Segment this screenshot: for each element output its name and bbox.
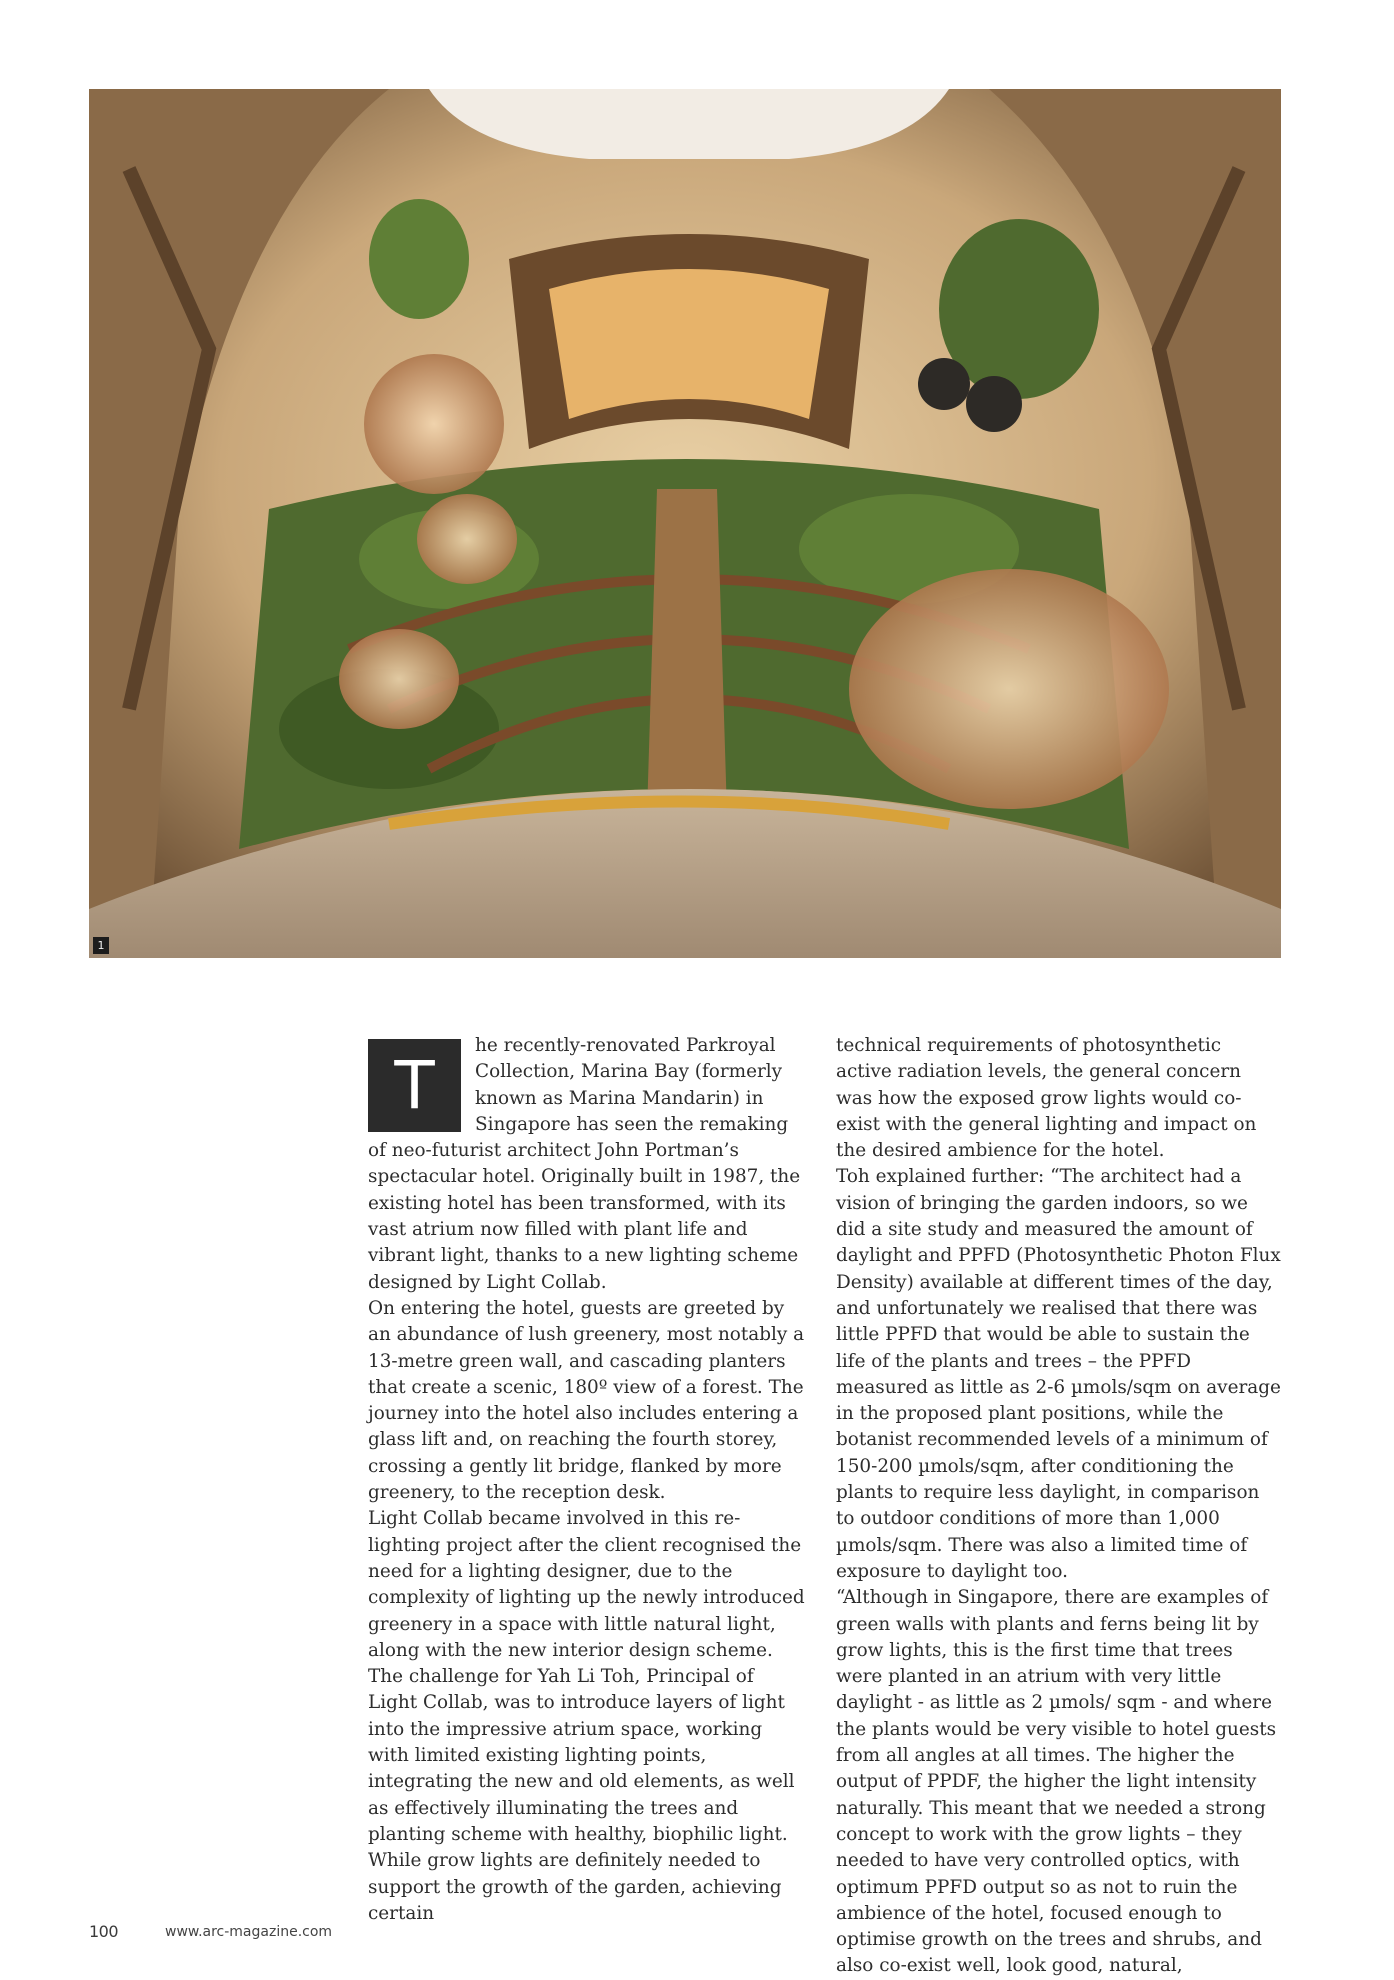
website-link[interactable]: www.arc-magazine.com: [165, 1924, 333, 1940]
atrium-photo-illustration: [89, 89, 1281, 958]
page-number: 100: [89, 1922, 119, 1941]
article-paragraph: “Although in Singapore, there are examples of green walls with plants and ferns being lit by grow lights, this is the first time that trees were planted in an atrium with very little daylight - as little as 2 µmols/ sqm - and where the plants would be very visible to hotel guests from all angles at all times. The higher the output of PPDF, the higher the light intensity naturally. This meant that we needed a strong concept to work with the grow lights – they needed to have very controlled optics, with optimum PPFD output so as not to ruin the ambience of the hotel, focused enough to optimise growth on the trees and shrubs, and also co-exist well, look good, natural,: [836, 1587, 1277, 1977]
drop-cap: T: [368, 1039, 461, 1132]
article-paragraph: Toh explained further: “The architect had a vision of bringing the garden indoors, so we did a site study and measured the amount of daylight and PPFD (Photosynthetic Photon Flux Density) available at different times of the day, and unfortunately we realised that there was little PPFD that would be able to sustain the life of the plants and trees – the PPFD measured as little as 2-6 µmols/sqm on average in the proposed plant positions, while the botanist recommended levels of a minimum of 150-200 µmols/sqm, after conditioning the plants to require less daylight, in comparison to outdoor conditions of more than 1,000 µmols/sqm. There was also a limited time of exposure to daylight too.: [836, 1166, 1281, 1582]
article-paragraph: While grow lights are definitely needed to support the growth of the garden, achieving certain: [368, 1850, 782, 1924]
article-paragraph: On entering the hotel, guests are greeted by an abundance of lush greenery, most notably a 13-metre green wall, and cascading planters that create a scenic, 180º view of a forest. The journey into the hotel also includes entering a glass lift and, on reaching the fourth storey, crossing a gently lit bridge, flanked by more greenery, to the reception desk.: [368, 1297, 805, 1504]
article-right-column: [836, 1033, 1281, 1980]
photo-number-badge: 1: [93, 937, 109, 954]
atrium-photo: [89, 89, 1281, 958]
article-paragraph: The challenge for Yah Li Toh, Principal of Light Collab, was to introduce layers of light into the impressive atrium space, working with limited existing lighting points, integrating the new and old elements, as well as effectively illuminating the trees and planting scheme with healthy, biophilic light.: [368, 1666, 795, 1845]
article-paragraph: he recently-renovated Parkroyal Collection, Marina Bay (formerly known as Marina Mandarin) in Singapore has seen the remaking of neo-futurist architect John Portman’s spectacular hotel. Originally built in 1987, the existing hotel has been transformed, with its vast atrium now filled with plant life and vibrant light, thanks to a new lighting scheme designed by Light Collab.: [368, 1035, 801, 1293]
article-paragraph: Light Collab became involved in this re-lighting project after the client recognised the need for a lighting designer, due to the complexity of lighting up the newly introduced greenery in a space with little natural light, along with the new interior design scheme.: [368, 1508, 805, 1661]
article-paragraph: technical requirements of photosynthetic active radiation levels, the general concern was how the exposed grow lights would co-exist with the general lighting and impact on the desired ambience for the hotel.: [836, 1035, 1257, 1162]
article-left-column: [368, 1033, 808, 1927]
page-footer: [89, 1922, 333, 1941]
